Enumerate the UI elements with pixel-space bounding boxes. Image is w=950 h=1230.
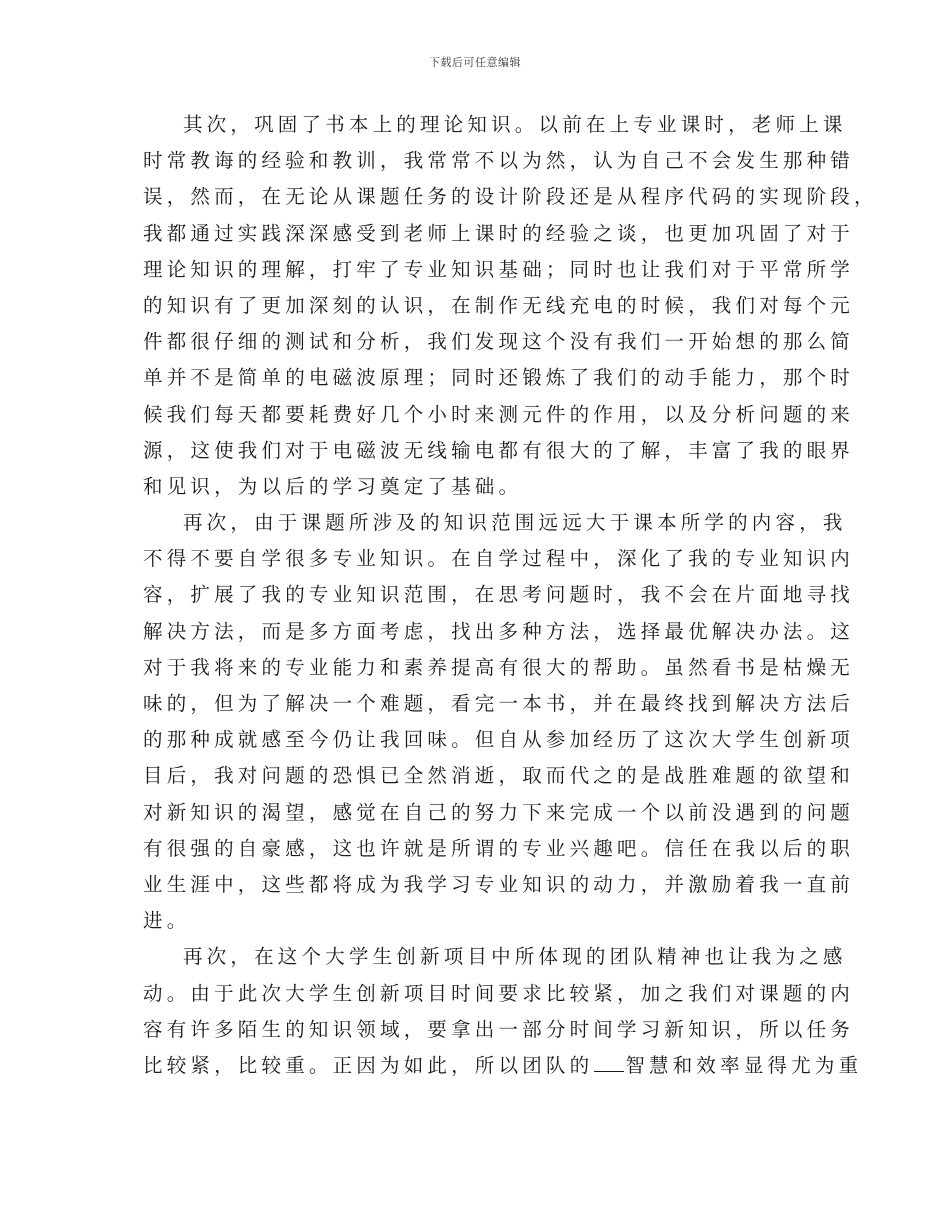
- paragraph-line: 容，扩展了我的专业知识范围，在思考问题时，我不会在片面地寻找: [143, 583, 855, 607]
- paragraph-line: 时常教诲的经验和教训，我常常不以为然，认为自己不会发生那种错: [143, 149, 855, 173]
- paragraph-line: 容有许多陌生的知识领域，要拿出一部分时间学习新知识，所以任务: [143, 1017, 855, 1041]
- paragraph-line: 误，然而，在无论从课题任务的设计阶段还是从程序代码的实现阶段，: [143, 185, 878, 209]
- page-header: 下载后可任意编辑: [429, 56, 521, 69]
- paragraph-line: 再次，由于课题所涉及的知识范围远远大于课本所学的内容，我: [183, 511, 847, 535]
- paragraph-line: 动。由于此次大学生创新项目时间要求比较紧，加之我们对课题的内: [143, 981, 855, 1005]
- paragraph-line: 味的，但为了解决一个难题，看完一本书，并在最终找到解决方法后: [143, 692, 855, 715]
- line-text-before-blank: 比较紧，比较重。正因为如此，所以团队的: [143, 1053, 594, 1077]
- paragraph-2: [143, 505, 855, 939]
- paragraph-line: 件都很仔细的测试和分析，我们发现这个没有我们一开始想的那么简: [143, 330, 855, 354]
- paragraph-3: [143, 939, 863, 1084]
- document-body: [143, 107, 878, 1084]
- paragraph-line: 其次，巩固了书本上的理论知识。以前在上专业课时，老师上课: [183, 113, 847, 136]
- paragraph-line: 的那种成就感至今仍让我回味。但自从参加经历了这次大学生创新项: [143, 728, 855, 752]
- fill-in-blank: [594, 1049, 624, 1072]
- paragraph-line: 进。: [143, 909, 191, 933]
- paragraph-line: 的知识有了更加深刻的认识，在制作无线充电的时候，我们对每个元: [143, 293, 855, 317]
- paragraph-line: 目后，我对问题的恐惧已全然消逝，取而代之的是战胜难题的欲望和: [143, 764, 855, 788]
- paragraph-line: 不得不要自学很多专业知识。在自学过程中，深化了我的专业知识内: [143, 547, 855, 571]
- paragraph-line: 对新知识的渴望，感觉在自己的努力下来完成一个以前没遇到的问题: [143, 800, 855, 824]
- paragraph-line: 再次，在这个大学生创新项目中所体现的团队精神也让我为之感: [183, 945, 847, 969]
- paragraph-line: 业生涯中，这些都将成为我学习专业知识的动力，并激励着我一直前: [143, 872, 855, 896]
- paragraph-line: 对于我将来的专业能力和素养提高有很大的帮助。虽然看书是枯燥无: [143, 655, 855, 679]
- paragraph-line: 单并不是简单的电磁波原理；同时还锻炼了我们的动手能力，那个时: [143, 366, 855, 390]
- paragraph-line: 解决方法，而是多方面考虑，找出多种方法，选择最优解决办法。这: [143, 619, 855, 643]
- paragraph-line: 理论知识的理解，打牢了专业知识基础；同时也让我们对于平常所学: [143, 257, 855, 281]
- paragraph-line: 我都通过实践深深感受到老师上课时的经验之谈，也更加巩固了对于: [143, 221, 855, 245]
- line-text-after-blank: 智慧和效率显得尤为重: [625, 1053, 863, 1077]
- paragraph-line: 候我们每天都要耗费好几个小时来测元件的作用，以及分析问题的来: [143, 402, 855, 426]
- paragraph-line: 有很强的自豪感，这也许就是所谓的专业兴趣吧。信任在我以后的职: [143, 836, 855, 860]
- paragraph-line-with-blank: [143, 1048, 863, 1084]
- paragraph-line: 和见识，为以后的学习奠定了基础。: [143, 474, 523, 498]
- paragraph-1: [143, 107, 878, 505]
- paragraph-line: 源，这使我们对于电磁波无线输电都有很大的了解，丰富了我的眼界: [143, 438, 855, 462]
